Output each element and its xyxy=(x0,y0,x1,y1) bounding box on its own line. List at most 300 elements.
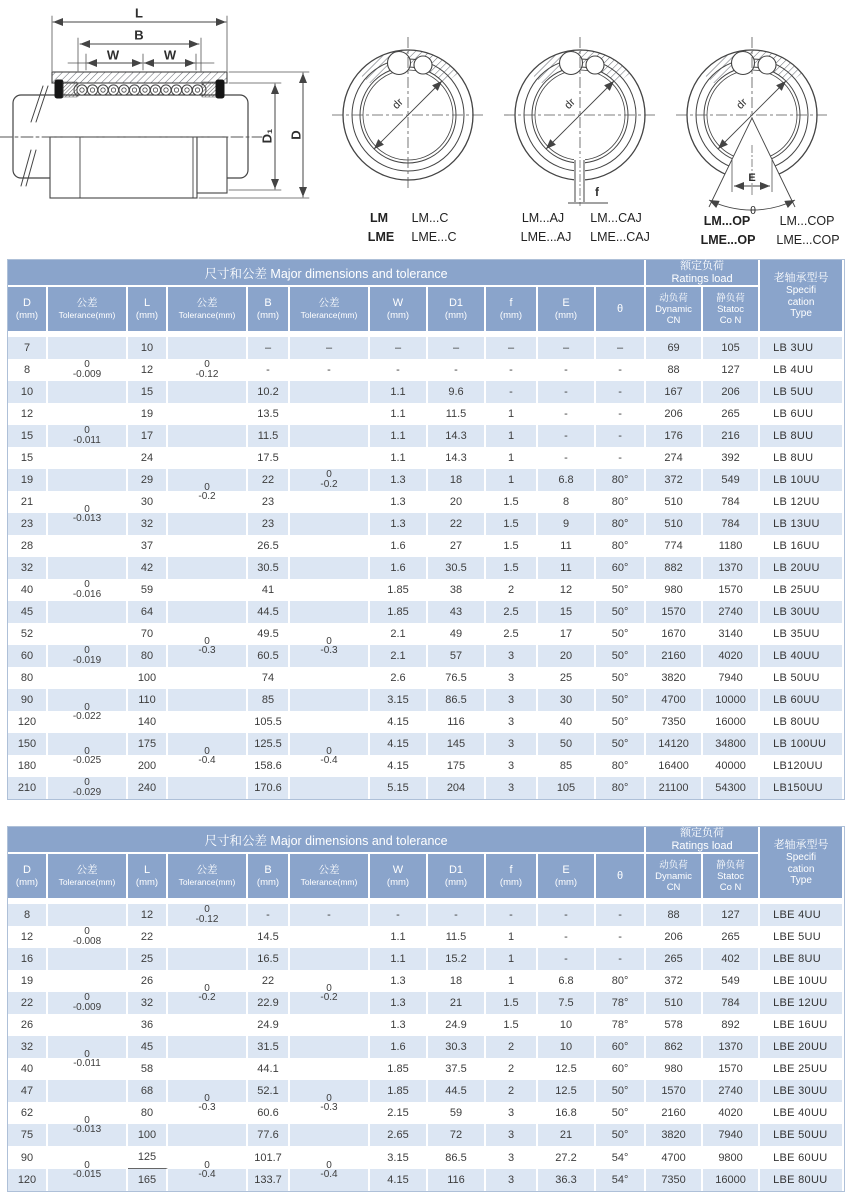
table-cell xyxy=(290,645,370,667)
table-cell: 3 xyxy=(486,689,538,711)
table-cell: 4.15 xyxy=(370,755,428,777)
header-columns-row xyxy=(8,287,842,331)
table-cell: LBE 5UU xyxy=(760,926,842,948)
tolerance-value: -0.022 xyxy=(72,711,102,722)
table-cell: 4020 xyxy=(703,645,760,667)
table-cell: LBE 4UU xyxy=(760,904,842,926)
tolerance-value: -0.011 xyxy=(73,1058,101,1069)
header-text: 动负荷 xyxy=(659,292,688,304)
table-cell: 4.15 xyxy=(370,1169,428,1191)
table-cell: 1 xyxy=(486,425,538,447)
table-cell: - xyxy=(538,403,596,425)
table-cell: 80° xyxy=(596,513,646,535)
dim-label-W-left: W xyxy=(106,47,120,63)
table-cell: 42 xyxy=(128,557,168,579)
header-text: Ratings load xyxy=(671,272,733,285)
caption-lm: LM xyxy=(369,211,389,225)
table-cell: 7 xyxy=(8,337,48,359)
table-cell: 1180 xyxy=(703,535,760,557)
table-cell xyxy=(290,926,370,948)
table-cell: 25 xyxy=(538,667,596,689)
table-cell: 2.1 xyxy=(370,645,428,667)
table-cell: LBE 50UU xyxy=(760,1124,842,1146)
table-cell: 45 xyxy=(8,601,48,623)
header-text: Specifi xyxy=(786,285,817,297)
table-cell: 10 xyxy=(8,381,48,403)
table-cell: 47 xyxy=(8,1080,48,1102)
table-cell: 510 xyxy=(646,491,703,513)
table-cell xyxy=(290,403,370,425)
table-cell: 6.8 xyxy=(538,469,596,491)
table-cell: 37 xyxy=(128,535,168,557)
header-text: Co N xyxy=(719,314,742,326)
tolerance-value: 0 xyxy=(204,746,210,757)
table-cell: 12.5 xyxy=(538,1080,596,1102)
table-cell xyxy=(168,755,248,777)
group-ratings-header xyxy=(646,827,760,854)
table-cell: 9.6 xyxy=(428,381,486,403)
header-text: 公差 xyxy=(318,297,340,309)
table-cell: 100 xyxy=(128,667,168,689)
table-cell xyxy=(290,601,370,623)
table-cell: 23 xyxy=(248,513,290,535)
column-header xyxy=(486,287,538,331)
table-cell: 19 xyxy=(8,970,48,992)
table-cell: 392 xyxy=(703,447,760,469)
dim-label-theta: θ xyxy=(749,205,757,217)
table-cell: 17.5 xyxy=(248,447,290,469)
table-cell: 7940 xyxy=(703,1124,760,1146)
table-cell: 16.5 xyxy=(248,948,290,970)
table-cell xyxy=(168,1080,248,1102)
table-cell: - xyxy=(486,359,538,381)
header-text: 老轴承型号 xyxy=(773,272,829,285)
header-text: Type xyxy=(790,308,812,320)
table-cell: 21100 xyxy=(646,777,703,799)
column-header xyxy=(370,287,428,331)
column-header xyxy=(8,287,48,331)
table-cell: 3 xyxy=(486,711,538,733)
table-cell: 21 xyxy=(8,491,48,513)
table-cell: 44.5 xyxy=(248,601,290,623)
table-cell: 10000 xyxy=(703,689,760,711)
table-row xyxy=(8,1080,842,1102)
table-cell xyxy=(168,469,248,491)
caption-lm-aj: LM...AJ xyxy=(521,211,565,225)
table-row xyxy=(8,381,842,403)
table-cell: 1.6 xyxy=(370,535,428,557)
table-cell: 22.9 xyxy=(248,992,290,1014)
table-row xyxy=(8,733,842,755)
table-cell: 32 xyxy=(8,557,48,579)
table-cell xyxy=(168,1036,248,1058)
table-cell: 892 xyxy=(703,1014,760,1036)
table-cell: 60° xyxy=(596,1058,646,1080)
table-cell: 1370 xyxy=(703,1036,760,1058)
table-row xyxy=(8,447,842,469)
header-text: 公差 xyxy=(76,864,98,876)
table-cell: LB 35UU xyxy=(760,623,842,645)
header-text: 动负荷 xyxy=(659,859,688,871)
table-row xyxy=(8,359,842,381)
table-cell xyxy=(290,1102,370,1124)
table-cell: 37.5 xyxy=(428,1058,486,1080)
tolerance-value xyxy=(168,360,246,380)
lbe-series-dimension-table xyxy=(7,826,845,1192)
table-cell: 60 xyxy=(8,645,48,667)
header-text: Tolerance(mm) xyxy=(178,877,236,887)
table-cell: 3 xyxy=(486,777,538,799)
table-cell: 9 xyxy=(538,513,596,535)
table-cell: 80° xyxy=(596,469,646,491)
tolerance-line: -0.2 xyxy=(320,479,338,490)
table-cell: LB 20UU xyxy=(760,557,842,579)
table-cell: 15 xyxy=(128,381,168,403)
table-cell: 27.2 xyxy=(538,1146,596,1169)
table-cell xyxy=(168,689,248,711)
table-cell: 1.5 xyxy=(486,557,538,579)
table-cell: 980 xyxy=(646,579,703,601)
header-text: L xyxy=(143,864,151,876)
dim-label-B: B xyxy=(134,27,144,43)
table-cell: 127 xyxy=(703,904,760,926)
table-cell: 15.2 xyxy=(428,948,486,970)
column-header xyxy=(538,854,596,898)
table-cell: 29 xyxy=(128,469,168,491)
table-cell: 1.1 xyxy=(370,403,428,425)
table-cell: 80° xyxy=(596,491,646,513)
header-text: (mm) xyxy=(554,310,578,321)
column-header xyxy=(646,287,703,331)
column-header xyxy=(248,854,290,898)
table-cell: 60° xyxy=(596,557,646,579)
table-cell: 105 xyxy=(703,337,760,359)
table-cell: - xyxy=(596,948,646,970)
table-cell xyxy=(168,1169,248,1191)
end-view-open xyxy=(676,37,828,210)
table-cell: 120 xyxy=(8,1169,48,1191)
column-header xyxy=(8,854,48,898)
table-cell xyxy=(48,557,128,579)
table-cell xyxy=(168,970,248,992)
table-cell: 30 xyxy=(128,491,168,513)
header-text: E xyxy=(562,864,570,876)
tolerance-value xyxy=(48,426,126,446)
header-text: θ xyxy=(616,869,624,882)
header-text: E xyxy=(562,297,570,309)
table-cell xyxy=(168,1102,248,1124)
table-cell: 4700 xyxy=(646,689,703,711)
table-cell xyxy=(168,337,248,359)
table-cell: 50° xyxy=(596,667,646,689)
table-cell xyxy=(168,1146,248,1169)
table-cell: 133.7 xyxy=(248,1169,290,1191)
table-cell: 549 xyxy=(703,469,760,491)
table-cell: 2.5 xyxy=(486,601,538,623)
table-cell: 1 xyxy=(486,948,538,970)
table-cell xyxy=(48,1146,128,1169)
group-dimensions-header: 尺寸和公差 Major dimensions and tolerance xyxy=(8,827,646,854)
table-cell: 125 xyxy=(128,1146,168,1169)
header-text: 公差 xyxy=(318,864,340,876)
tolerance-value: 0 xyxy=(84,1115,90,1126)
table-cell: 20 xyxy=(428,491,486,513)
table-cell: 1.3 xyxy=(370,491,428,513)
header-group-row xyxy=(8,827,842,854)
table-cell: 1.1 xyxy=(370,447,428,469)
table-cell: LB 50UU xyxy=(760,667,842,689)
table-cell: 69 xyxy=(646,337,703,359)
table-row xyxy=(8,337,842,359)
tolerance-value: 0 xyxy=(204,1093,210,1104)
table-cell: 2740 xyxy=(703,1080,760,1102)
table-cell: 1.3 xyxy=(370,513,428,535)
dim-label-W-right: W xyxy=(163,47,177,63)
table-cell: LB 13UU xyxy=(760,513,842,535)
column-header xyxy=(370,854,428,898)
table-cell: 14120 xyxy=(646,733,703,755)
table-cell: 3 xyxy=(486,667,538,689)
tolerance-line: 0 xyxy=(204,904,210,915)
table-cell: 78° xyxy=(596,1014,646,1036)
table-cell: 7940 xyxy=(703,667,760,689)
tolerance-line: -0.12 xyxy=(195,369,219,380)
table-cell: 4020 xyxy=(703,1102,760,1124)
tolerance-value xyxy=(48,646,126,666)
header-text: Dynamic xyxy=(655,303,693,315)
table-cell: 80 xyxy=(128,645,168,667)
table-cell: 80° xyxy=(596,777,646,799)
table-cell xyxy=(48,689,128,711)
header-text: 额定负荷 xyxy=(680,827,725,839)
table-cell xyxy=(168,557,248,579)
table-cell xyxy=(290,1080,370,1102)
table-cell: 204 xyxy=(428,777,486,799)
table-cell: 2.15 xyxy=(370,1102,428,1124)
table-cell: 1.85 xyxy=(370,1058,428,1080)
table-cell xyxy=(48,337,128,359)
caption-lme-c: LME...C xyxy=(411,230,457,244)
table-cell: - xyxy=(538,359,596,381)
table-cell xyxy=(48,1124,128,1146)
tolerance-value: -0.2 xyxy=(198,491,216,502)
table-cell: - xyxy=(538,447,596,469)
tolerance-value: 0 xyxy=(204,1160,210,1171)
table-cell: 24 xyxy=(128,447,168,469)
header-text: (mm) xyxy=(554,877,578,888)
header-text: D xyxy=(23,864,31,876)
table-row xyxy=(8,491,842,513)
table-cell: 784 xyxy=(703,491,760,513)
table-cell: 25 xyxy=(128,948,168,970)
tolerance-value: 0 xyxy=(84,504,90,515)
table-cell: - xyxy=(248,904,290,926)
table-cell: 2 xyxy=(486,579,538,601)
table-cell: LBE 30UU xyxy=(760,1080,842,1102)
table-cell: 23 xyxy=(248,491,290,513)
table-cell: 1.6 xyxy=(370,1036,428,1058)
table-row xyxy=(8,711,842,733)
table-cell xyxy=(168,948,248,970)
table-cell xyxy=(290,970,370,992)
table-cell xyxy=(168,359,248,381)
header-text: cation xyxy=(787,863,815,875)
table-cell xyxy=(48,1169,128,1191)
table-cell: 5.15 xyxy=(370,777,428,799)
table-cell: - xyxy=(486,904,538,926)
table-cell: 75 xyxy=(8,1124,48,1146)
table-cell: 21 xyxy=(538,1124,596,1146)
technical-drawing xyxy=(0,0,850,258)
table-cell: 15 xyxy=(8,447,48,469)
table-cell: 8 xyxy=(538,491,596,513)
table-cell: 7350 xyxy=(646,711,703,733)
table-cell: 16 xyxy=(8,948,48,970)
table-cell: 12 xyxy=(128,904,168,926)
table-cell: LB 12UU xyxy=(760,491,842,513)
table-cell: 3140 xyxy=(703,623,760,645)
table-cell: 26 xyxy=(8,1014,48,1036)
table-cell: LB 30UU xyxy=(760,601,842,623)
table-cell: LB 25UU xyxy=(760,579,842,601)
table-cell: - xyxy=(596,381,646,403)
table-cell: 40 xyxy=(538,711,596,733)
header-text: Statoc xyxy=(717,870,745,882)
group-ratings-header xyxy=(646,260,760,287)
table-cell: 578 xyxy=(646,1014,703,1036)
table-cell: 862 xyxy=(646,1036,703,1058)
header-text: W xyxy=(392,864,404,876)
column-header xyxy=(48,287,128,331)
table-cell: 18 xyxy=(428,970,486,992)
table-cell: 10.2 xyxy=(248,381,290,403)
table-cell: 85 xyxy=(538,755,596,777)
tolerance-value: 0 xyxy=(326,636,332,647)
table-cell: - xyxy=(370,904,428,926)
table-cell: 85 xyxy=(248,689,290,711)
table-cell: 36 xyxy=(128,1014,168,1036)
table-cell xyxy=(48,535,128,557)
table-cell: 14.3 xyxy=(428,447,486,469)
table-cell: LB 8UU xyxy=(760,447,842,469)
table-header xyxy=(8,260,842,337)
table-cell xyxy=(48,970,128,992)
table-cell xyxy=(290,447,370,469)
table-cell: 1 xyxy=(486,926,538,948)
table-cell xyxy=(168,1058,248,1080)
table-cell: 22 xyxy=(8,992,48,1014)
table-cell xyxy=(168,733,248,755)
table-cell: LBE 80UU xyxy=(760,1169,842,1191)
header-text: (mm) xyxy=(135,877,159,888)
column-header xyxy=(538,287,596,331)
table-cell: 12 xyxy=(128,359,168,381)
table-cell: 50° xyxy=(596,645,646,667)
table-cell: 78° xyxy=(596,992,646,1014)
table-cell: – xyxy=(538,337,596,359)
table-cell: LB 4UU xyxy=(760,359,842,381)
header-text: (mm) xyxy=(444,877,468,888)
table-cell: 70 xyxy=(128,623,168,645)
caption-lme-caj: LME...CAJ xyxy=(590,230,650,244)
table-cell: 372 xyxy=(646,970,703,992)
table-cell: 6.8 xyxy=(538,970,596,992)
table-cell xyxy=(290,1146,370,1169)
table-cell xyxy=(290,711,370,733)
table-cell: 62 xyxy=(8,1102,48,1124)
table-cell: 80 xyxy=(128,1102,168,1124)
table-cell: 52.1 xyxy=(248,1080,290,1102)
tolerance-line: 0 xyxy=(84,579,90,590)
table-cell: 32 xyxy=(8,1036,48,1058)
table-cell: 22 xyxy=(428,513,486,535)
table-cell: 2 xyxy=(486,1036,538,1058)
table-cell: 1.5 xyxy=(486,992,538,1014)
tolerance-value: -0.3 xyxy=(198,645,216,656)
table-cell: 3 xyxy=(486,645,538,667)
table-cell: 372 xyxy=(646,469,703,491)
table-cell xyxy=(168,1124,248,1146)
table-cell: 11 xyxy=(538,557,596,579)
table-cell: 774 xyxy=(646,535,703,557)
table-cell: 3 xyxy=(486,1124,538,1146)
end-view-adjustable xyxy=(504,37,656,206)
table-cell xyxy=(290,733,370,755)
header-text: 静负荷 xyxy=(716,292,745,304)
caption-lm-c: LM...C xyxy=(411,211,449,225)
table-cell xyxy=(48,403,128,425)
table-cell: 175 xyxy=(128,733,168,755)
header-text: CN xyxy=(666,881,681,893)
table-cell: 105.5 xyxy=(248,711,290,733)
header-text: Statoc xyxy=(717,303,745,315)
header-text: Type xyxy=(790,875,812,887)
caption-lm-op: LM...OP xyxy=(703,214,751,228)
tolerance-line: 0 xyxy=(326,469,332,480)
table-cell: 38 xyxy=(428,579,486,601)
table-cell: - xyxy=(248,359,290,381)
table-cell: 274 xyxy=(646,447,703,469)
tolerance-value: 0 xyxy=(84,1160,90,1171)
table-cell: 50° xyxy=(596,1080,646,1102)
table-cell xyxy=(48,491,128,513)
table-cell: - xyxy=(428,359,486,381)
table-cell: 80° xyxy=(596,535,646,557)
table-cell xyxy=(290,948,370,970)
table-cell: 1 xyxy=(486,403,538,425)
tolerance-value: -0.2 xyxy=(320,992,338,1003)
table-cell: LBE 10UU xyxy=(760,970,842,992)
tolerance-value: -0.3 xyxy=(198,1102,216,1113)
table-cell: 110 xyxy=(128,689,168,711)
header-text: f xyxy=(509,297,513,309)
table-cell: 510 xyxy=(646,992,703,1014)
table-cell: 7350 xyxy=(646,1169,703,1191)
tolerance-value xyxy=(48,927,126,947)
table-cell: 200 xyxy=(128,755,168,777)
table-row xyxy=(8,1102,842,1124)
table-header xyxy=(8,827,842,904)
table-cell: 88 xyxy=(646,904,703,926)
table-cell xyxy=(48,926,128,948)
dim-label-D1: D₁ xyxy=(259,128,275,144)
table-cell xyxy=(48,1080,128,1102)
header-text: (mm) xyxy=(256,310,280,321)
column-header xyxy=(703,287,760,331)
header-text: f xyxy=(509,864,513,876)
table-cell: 15 xyxy=(538,601,596,623)
table-cell: 180 xyxy=(8,755,48,777)
